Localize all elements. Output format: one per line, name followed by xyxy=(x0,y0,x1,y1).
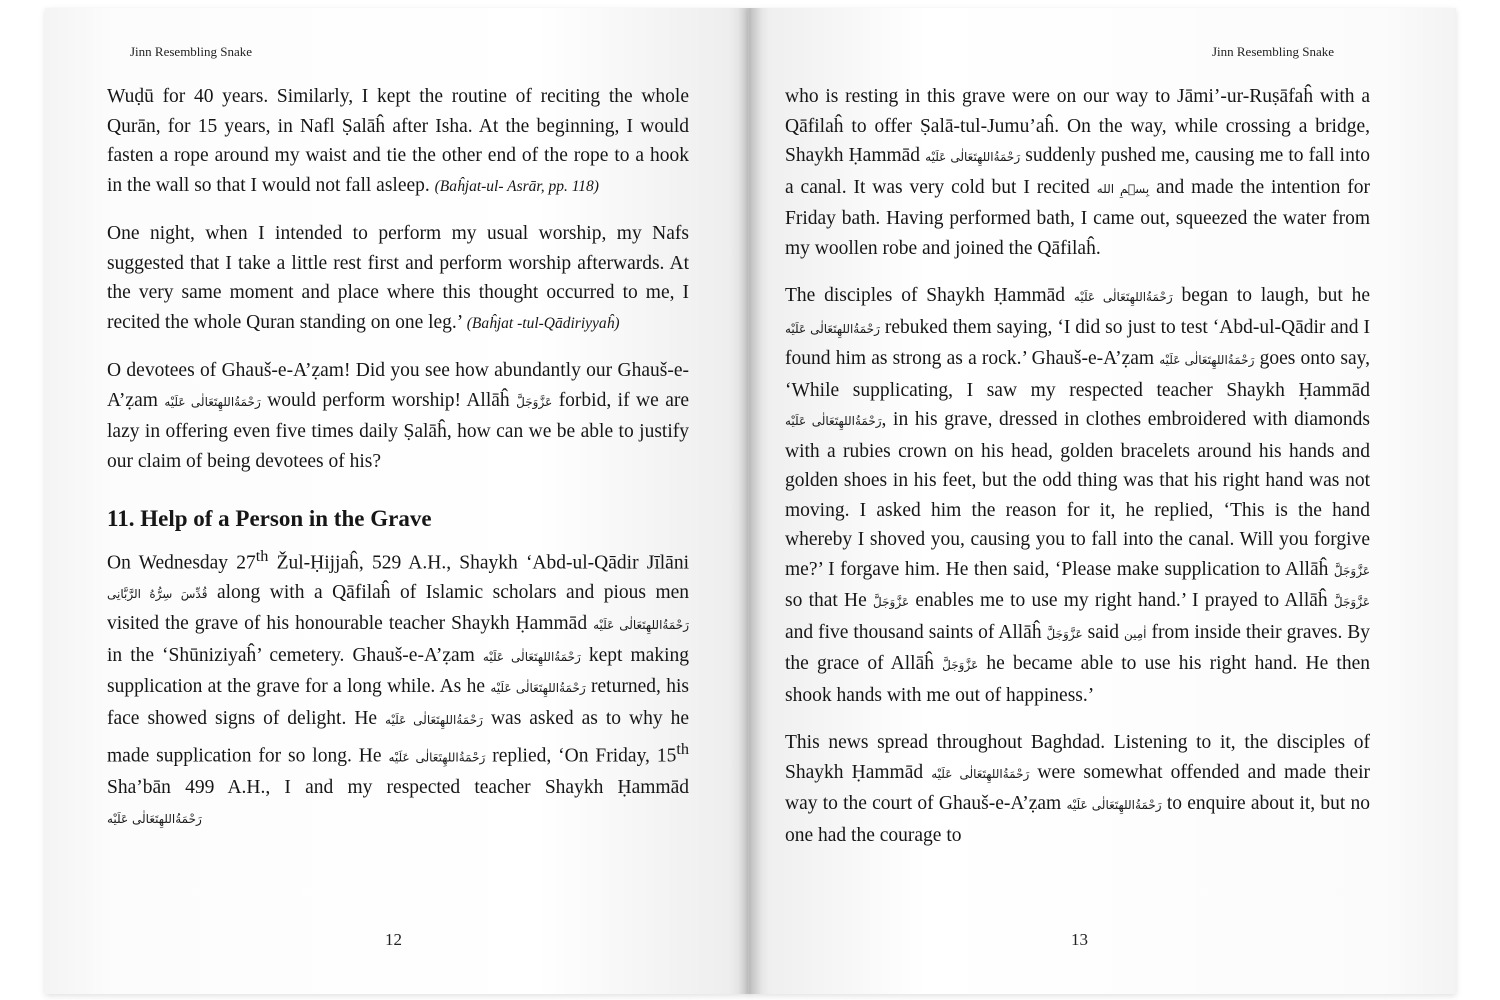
right-page-body xyxy=(785,82,1370,868)
arabic-honorific: رَحْمَةُاللهِتَعَالٰى عَلَيْه xyxy=(1159,353,1255,367)
right-paragraph-2: The disciples of Shaykh Ḥammād رَحْمَةُاللهِتَعَالٰى عَلَيْه began to laugh, but he رَحْمَةُاللهِتَعَالٰى عَلَيْه rebuked them saying, ‘I did so just to test ‘Abd-ul-Qādir and I found him as strong as a rock.’ Ghauš-e-A’ẓam رَحْمَةُاللهِتَعَالٰى عَلَيْه goes onto say, ‘While supplicating, I saw my respected teacher Shaykh Ḥammād رَحْمَةُاللهِتَعَالٰى عَلَيْه, in his grave, dressed in clothes embroidered with diamonds with a rubies crown on his head, golden bracelets around his hands and golden shoes in his feet, but the odd thing was that his right hand was not moving. I asked him the reason for it, he replied, ‘This is the hand whereby I shoved you, causing you to fall into the canal. Will you forgive me?’ I forgave him. He then said, ‘Please make supplication to Allāĥ عَزَّوَجَلَّ so that He عَزَّوَجَلَّ enables me to use my right hand.’ I prayed to Allāĥ عَزَّوَجَلَّ and five thousand saints of Allāĥ عَزَّوَجَلَّ said اٰمِين from inside their graves. By the grace of Allāĥ عَزَّوَجَلَّ he became able to use his right hand. He then shook hands with me out of happiness.’ xyxy=(785,285,1371,706)
arabic-honorific: رَحْمَةُاللهِتَعَالٰى عَلَيْه xyxy=(164,394,261,409)
arabic-honorific: رَحْمَةُاللهِتَعَالٰى عَلَيْه xyxy=(490,681,586,695)
arabic-honorific: رَحْمَةُاللهِتَعَالٰى عَلَيْه xyxy=(931,766,1030,781)
left-page-number: 12 xyxy=(385,930,402,949)
left-paragraph-2: One night, when I intended to perform my usual worship, my Nafs suggested that I take a little rest first and perform worship afterwards. At the very same moment and place where this thought occurred to me, I recited the whole Quran standing on one leg.’ (Baĥjat -tul-Qādiriyyaĥ) xyxy=(107,223,689,333)
arabic-honorific: رَحْمَةُاللهِتَعَالٰى عَلَيْه xyxy=(593,618,690,632)
arabic-honorific: رَحْمَةُاللهِتَعَالٰى عَلَيْه xyxy=(1073,290,1173,304)
left-page-body xyxy=(107,82,689,852)
arabic-honorific: رَحْمَةُاللهِتَعَالٰى عَلَيْه xyxy=(388,750,486,765)
arabic-honorific: رَحْمَةُاللهِتَعَالٰى عَلَيْه xyxy=(482,649,581,664)
arabic-honorific: رَحْمَةُاللهِتَعَالٰى عَلَيْه xyxy=(385,712,483,727)
arabic-ameen: اٰمِين xyxy=(1124,626,1147,641)
arabic-bismillah: بِسۡمِ الله xyxy=(1096,181,1150,196)
arabic-honorific: رَحْمَةُاللهِتَعَالٰى عَلَيْه xyxy=(1066,798,1162,812)
left-paragraph-1: Wuḍū for 40 years. Similarly, I kept the routine of reciting the whole Qurān, for 15 years, in Nafl Ṣalāĥ after Isha. At the beginning, I would fasten a rope around my waist and tie the other end of the rope to a hook in the wall so that I would not fall asleep. (Baĥjat-ul- Asrār, pp. 118) xyxy=(107,86,689,196)
arabic-honorific: عَزَّوَجَلَّ xyxy=(1333,563,1371,578)
arabic-honorific: رَحْمَةُاللهِتَعَالٰى عَلَيْه xyxy=(785,321,880,336)
citation: (Baĥjat-ul- Asrār, pp. 118) xyxy=(434,177,599,195)
section-heading: 11. Help of a Person in the Grave xyxy=(107,506,432,531)
left-running-head: Jinn Resembling Snake xyxy=(130,44,253,59)
right-page-number: 13 xyxy=(1071,930,1088,949)
arabic-honorific: عَزَّوَجَلَّ xyxy=(1046,626,1083,641)
right-paragraph-3: This news spread throughout Baghdad. Listening to it, the disciples of Shaykh Ḥammād رَحْمَةُاللهِتَعَالٰى عَلَيْه were somewhat offended and made their way to the court of Ghauš-e-A’ẓam رَحْمَةُاللهِتَعَالٰى عَلَيْه to enquire about it, but no one had the courage to xyxy=(785,732,1371,846)
arabic-honorific: عَزَّوَجَلَّ xyxy=(873,595,910,609)
citation: (Baĥjat -tul-Qādiriyyaĥ) xyxy=(466,314,620,332)
left-paragraph-3: O devotees of Ghauš-e-A’ẓam! Did you see how abundantly our Ghauš-e-A’ẓam رَحْمَةُاللهِتَعَالٰى عَلَيْه would perform worship! Allāĥ عَزَّوَجَلَّ forbid, if we are lazy in offering even five times daily Ṣalāĥ, how can we be able to justify our claim of being devotees of his? xyxy=(107,360,690,472)
arabic-honorific: عَزَّوَجَلَّ xyxy=(516,394,553,409)
right-paragraph-1: who is resting in this grave were on our way to Jāmi’-ur-Ruṣāfaĥ with a Qāfilaĥ to offer Ṣalā-tul-Jumu’aĥ. On the way, while crossing a bridge, Shaykh Ḥammād رَحْمَةُاللهِتَعَالٰى عَلَيْه suddenly pushed me, causing me to fall into a canal. It was very cold but I recited بِسۡمِ الله and made the intention for Friday bath. Having performed bath, I came out, squeezed the water from my woollen robe and joined the Qāfilaĥ. xyxy=(785,86,1371,259)
arabic-honorific: قُدِّسَ سِرُّهُ الرَّبَّانِى xyxy=(107,586,208,601)
arabic-honorific: عَزَّوَجَلَّ xyxy=(942,658,979,672)
arabic-honorific: عَزَّوَجَلَّ xyxy=(1333,595,1370,609)
arabic-honorific: رَحْمَةُاللهِتَعَالٰى عَلَيْه xyxy=(785,414,882,428)
left-page xyxy=(45,8,750,994)
right-running-head: Jinn Resembling Snake xyxy=(1211,44,1334,59)
right-page xyxy=(748,8,1456,994)
arabic-honorific: رَحْمَةُاللهِتَعَالٰى عَلَيْه xyxy=(107,811,202,826)
book-gutter xyxy=(738,8,762,994)
arabic-honorific: رَحْمَةُاللهِتَعَالٰى عَلَيْه xyxy=(925,150,1021,164)
left-paragraph-4: On Wednesday 27th Žul-Ḥijjaĥ, 529 A.H., Shaykh ‘Abd-ul-Qādir Jīlāni قُدِّسَ سِرُّهُ الرَّبَّانِى along with a Qāfilaĥ of Islamic scholars and pious men visited the grave of his honourable teacher Shaykh Ḥammād رَحْمَةُاللهِتَعَالٰى عَلَيْه in the ‘Shūniziyaĥ’ cemetery. Ghauš-e-A’ẓam رَحْمَةُاللهِتَعَالٰى عَلَيْه kept making supplication at the grave for a long while. As he رَحْمَةُاللهِتَعَالٰى عَلَيْه returned, his face showed signs of delight. He رَحْمَةُاللهِتَعَالٰى عَلَيْه was asked as to why he made supplication for so long. He رَحْمَةُاللهِتَعَالٰى عَلَيْه replied, ‘On Friday, 15th Sha’bān 499 A.H., I and my respected teacher Shaykh Ḥammād رَحْمَةُاللهِتَعَالٰى عَلَيْه xyxy=(107,546,690,826)
